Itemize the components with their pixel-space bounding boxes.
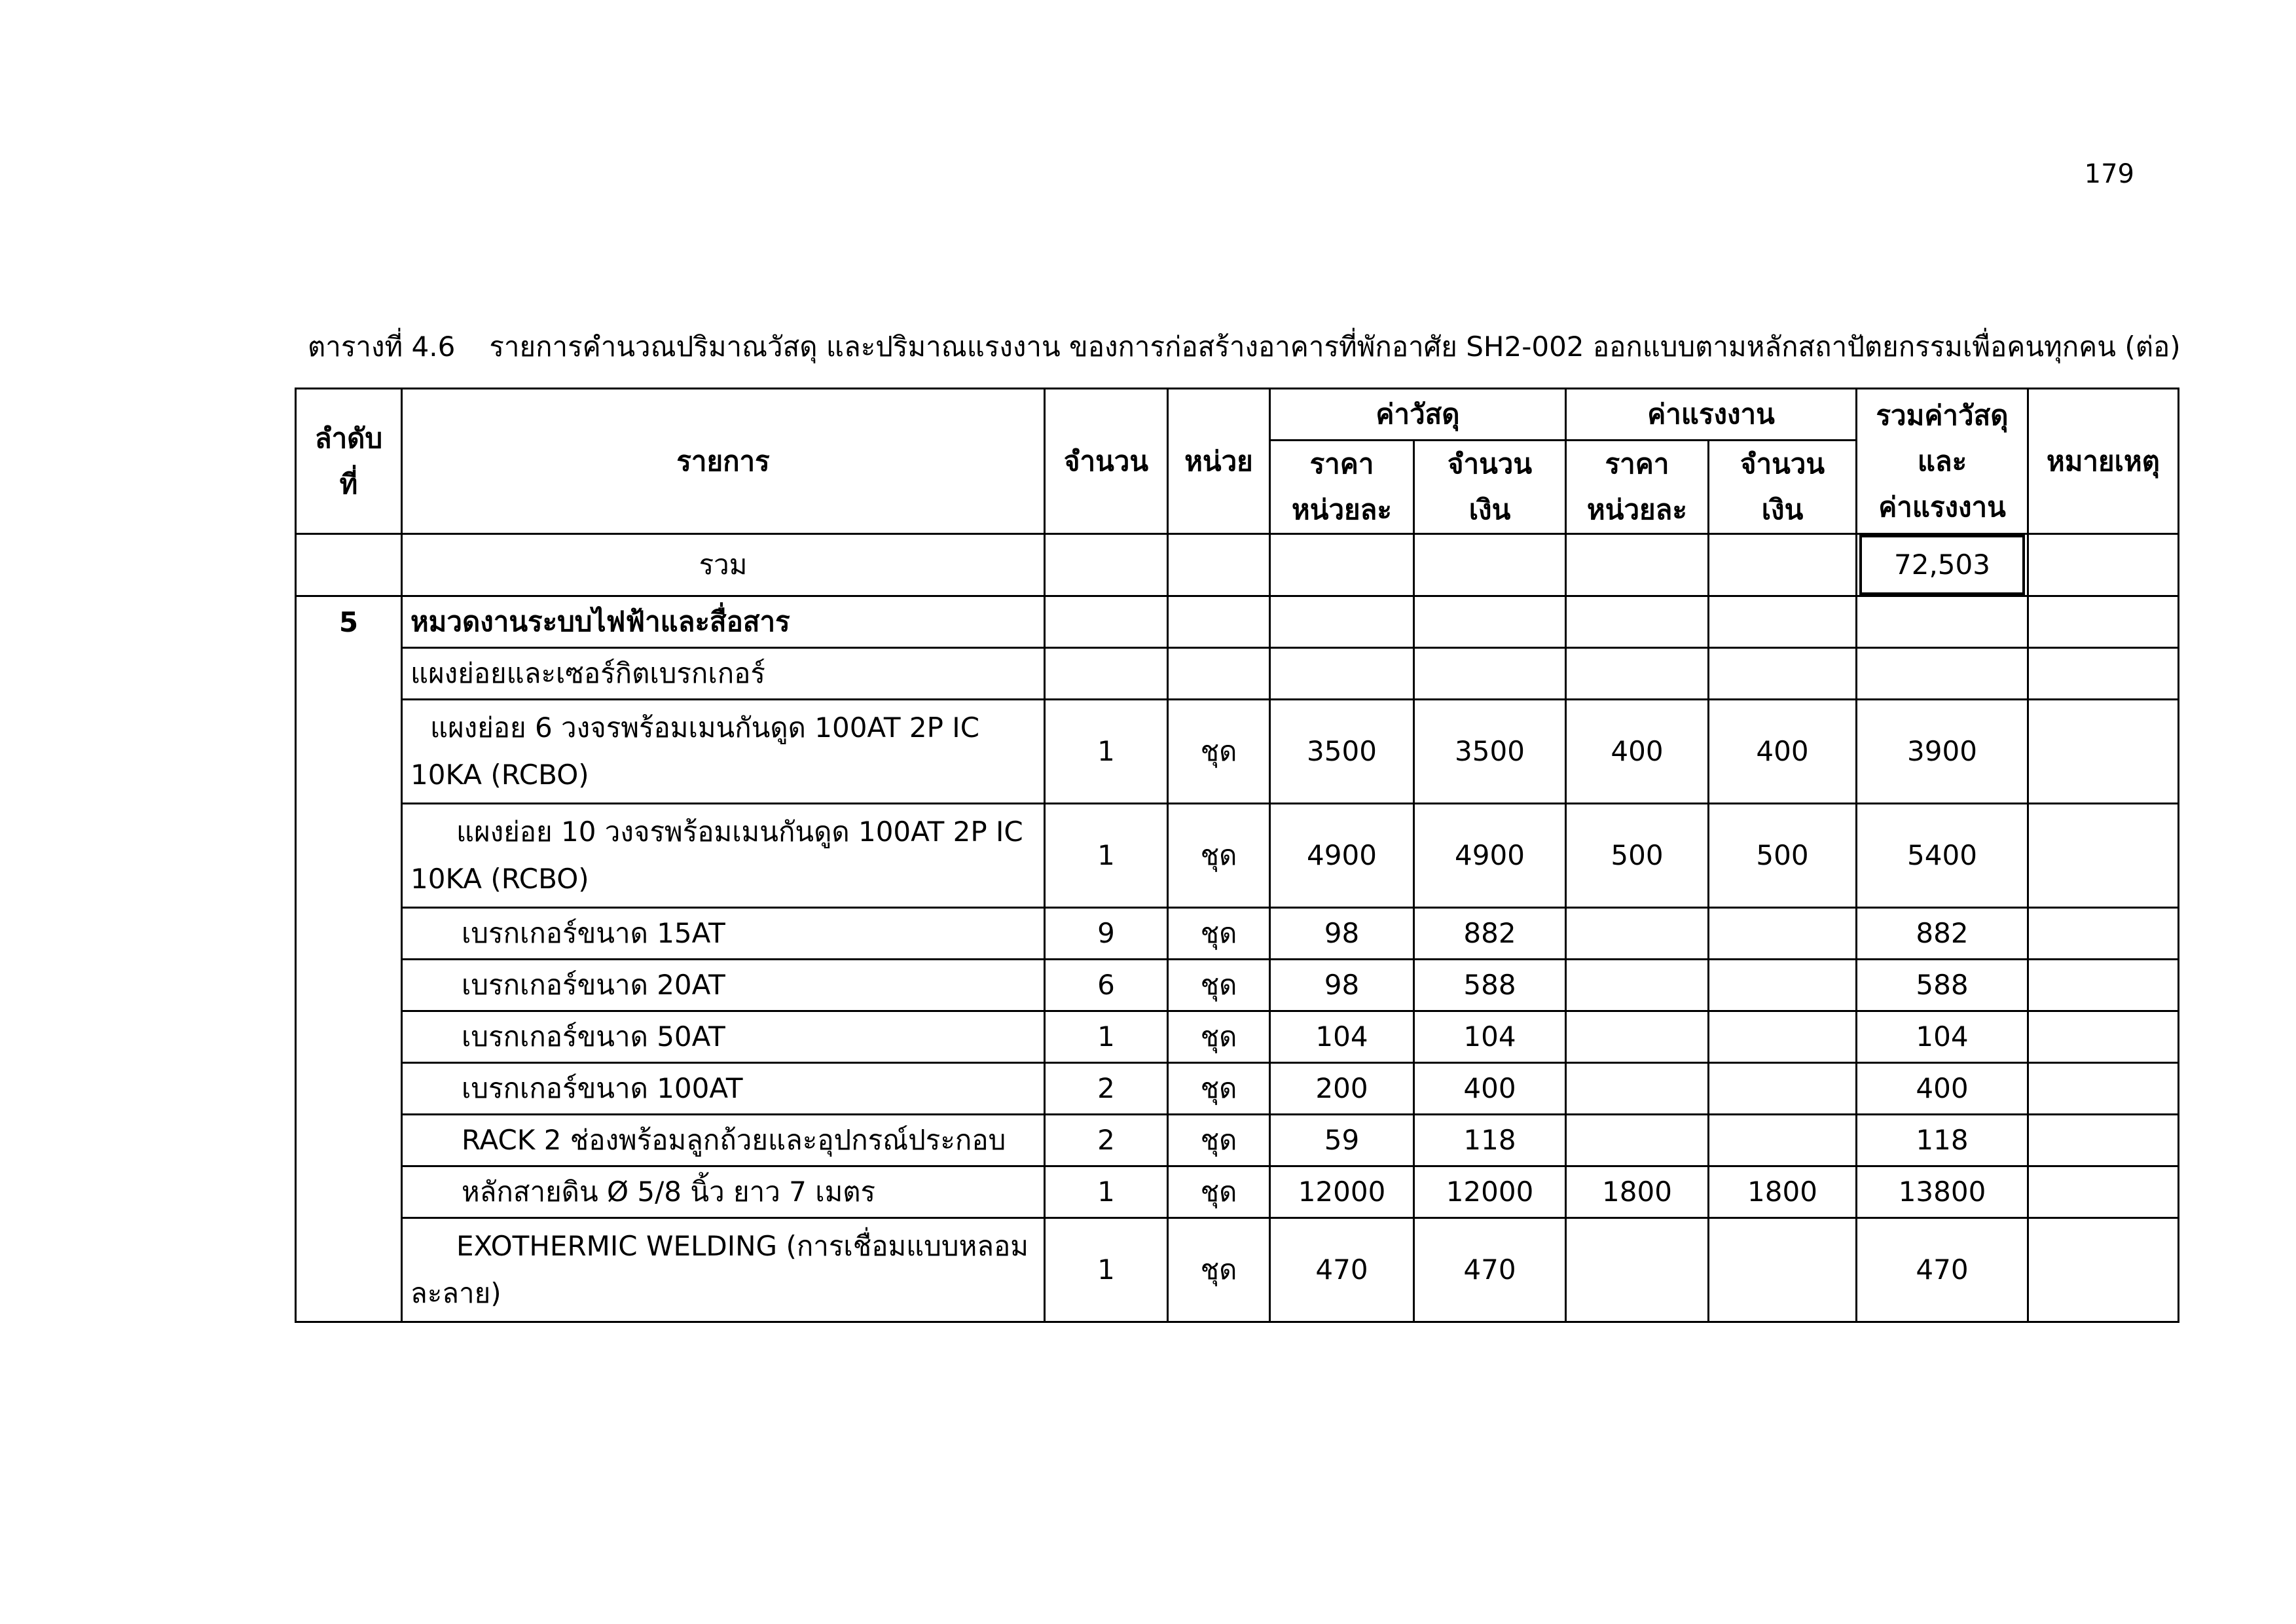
row-unit: ชุด bbox=[1168, 1218, 1270, 1322]
row-qty: 2 bbox=[1045, 1063, 1168, 1115]
row-lab-price: 1800 bbox=[1566, 1166, 1709, 1218]
header-remark: หมายเหตุ bbox=[2028, 389, 2179, 534]
summary-row bbox=[296, 534, 2179, 596]
header-seq-line2: ที่ bbox=[339, 467, 358, 500]
row-mat-amount: 400 bbox=[1414, 1063, 1566, 1115]
table-row bbox=[296, 700, 2179, 804]
summary-unit bbox=[1168, 534, 1270, 596]
row-seq bbox=[296, 700, 402, 804]
header-material-unit-price-line2: หน่วยละ bbox=[1292, 494, 1392, 526]
row-total: 3900 bbox=[1857, 700, 2028, 804]
header-material-unit-price-line1: ราคา bbox=[1309, 448, 1374, 480]
row-remark bbox=[2028, 908, 2179, 960]
row-qty: 1 bbox=[1045, 1011, 1168, 1063]
table-row bbox=[296, 1063, 2179, 1115]
row-unit: ชุด bbox=[1168, 1115, 1270, 1166]
header-labor-unit-price-line2: หน่วยละ bbox=[1587, 494, 1687, 526]
row-unit: ชุด bbox=[1168, 804, 1270, 908]
row-seq bbox=[296, 1166, 402, 1218]
header-labor-amount-line1: จำนวน bbox=[1740, 448, 1825, 480]
row-item-line2: 10KA (RCBO) bbox=[410, 759, 589, 791]
summary-total: 72,503 bbox=[1859, 535, 2025, 595]
row-mat-amount: 104 bbox=[1414, 1011, 1566, 1063]
row-lab-price bbox=[1566, 960, 1709, 1011]
row-remark bbox=[2028, 1115, 2179, 1166]
section-qty bbox=[1045, 596, 1168, 648]
row-mat-price: 12000 bbox=[1270, 1166, 1414, 1218]
subgroup-row bbox=[296, 648, 2179, 700]
section-total bbox=[1857, 596, 2028, 648]
page-number: 179 bbox=[2084, 159, 2134, 189]
row-item: เบรกเกอร์ขนาด 100AT bbox=[402, 1063, 1045, 1115]
header-material-amount bbox=[1414, 441, 1566, 534]
header-labor-amount bbox=[1709, 441, 1857, 534]
table-row bbox=[296, 1115, 2179, 1166]
row-seq bbox=[296, 1011, 402, 1063]
header-total-line1: รวมค่าวัสดุ bbox=[1876, 399, 2009, 431]
row-lab-amount bbox=[1709, 1063, 1857, 1115]
header-total bbox=[1857, 389, 2028, 534]
row-item-line1: แผงย่อย 10 วงจรพร้อมเมนกันดูด 100AT 2P IC bbox=[456, 816, 1023, 848]
table-caption bbox=[308, 325, 2206, 369]
header-qty: จำนวน bbox=[1045, 389, 1168, 534]
row-lab-amount bbox=[1709, 1218, 1857, 1322]
section-mat-price bbox=[1270, 596, 1414, 648]
row-remark bbox=[2028, 1166, 2179, 1218]
row-item-line1: EXOTHERMIC WELDING (การเชื่อมแบบหลอม bbox=[456, 1230, 1029, 1262]
row-lab-price: 500 bbox=[1566, 804, 1709, 908]
row-lab-price: 400 bbox=[1566, 700, 1709, 804]
row-qty: 1 bbox=[1045, 1218, 1168, 1322]
row-lab-amount: 1800 bbox=[1709, 1166, 1857, 1218]
row-mat-amount: 4900 bbox=[1414, 804, 1566, 908]
table-body bbox=[296, 534, 2179, 1322]
row-seq bbox=[296, 908, 402, 960]
table-row bbox=[296, 804, 2179, 908]
summary-seq bbox=[296, 534, 402, 596]
subgroup-seq bbox=[296, 648, 402, 700]
row-total: 470 bbox=[1857, 1218, 2028, 1322]
header-total-line2: และ bbox=[1917, 444, 1967, 477]
row-seq bbox=[296, 960, 402, 1011]
section-remark bbox=[2028, 596, 2179, 648]
row-total: 13800 bbox=[1857, 1166, 2028, 1218]
row-qty: 1 bbox=[1045, 1166, 1168, 1218]
row-seq bbox=[296, 1115, 402, 1166]
row-total: 400 bbox=[1857, 1063, 2028, 1115]
row-unit: ชุด bbox=[1168, 1063, 1270, 1115]
header-labor-unit-price bbox=[1566, 441, 1709, 534]
row-lab-price bbox=[1566, 1218, 1709, 1322]
subgroup-total bbox=[1857, 648, 2028, 700]
row-remark bbox=[2028, 1063, 2179, 1115]
row-mat-price: 59 bbox=[1270, 1115, 1414, 1166]
row-lab-amount bbox=[1709, 1011, 1857, 1063]
subgroup-lab-price bbox=[1566, 648, 1709, 700]
summary-total-cell bbox=[1857, 534, 2028, 596]
row-unit: ชุด bbox=[1168, 908, 1270, 960]
summary-mat-amount bbox=[1414, 534, 1566, 596]
header-material-unit-price bbox=[1270, 441, 1414, 534]
row-mat-price: 4900 bbox=[1270, 804, 1414, 908]
header-labor-amount-line2: เงิน bbox=[1761, 494, 1804, 526]
row-qty: 6 bbox=[1045, 960, 1168, 1011]
row-item: เบรกเกอร์ขนาด 20AT bbox=[402, 960, 1045, 1011]
section-mat-amount bbox=[1414, 596, 1566, 648]
row-qty: 2 bbox=[1045, 1115, 1168, 1166]
row-mat-amount: 882 bbox=[1414, 908, 1566, 960]
row-item bbox=[402, 804, 1045, 908]
header-material-group: ค่าวัสดุ bbox=[1270, 389, 1566, 441]
header-item: รายการ bbox=[402, 389, 1045, 534]
table-row bbox=[296, 1166, 2179, 1218]
header-labor-unit-price-line1: ราคา bbox=[1605, 448, 1669, 480]
row-remark bbox=[2028, 804, 2179, 908]
row-mat-price: 200 bbox=[1270, 1063, 1414, 1115]
row-item bbox=[402, 1218, 1045, 1322]
section-row bbox=[296, 596, 2179, 648]
row-qty: 1 bbox=[1045, 804, 1168, 908]
header-total-line3: ค่าแรงงาน bbox=[1878, 490, 2006, 523]
table-header bbox=[296, 389, 2179, 534]
row-lab-amount: 500 bbox=[1709, 804, 1857, 908]
row-remark bbox=[2028, 1011, 2179, 1063]
row-item bbox=[402, 700, 1045, 804]
row-remark bbox=[2028, 700, 2179, 804]
row-mat-amount: 470 bbox=[1414, 1218, 1566, 1322]
section-lab-price bbox=[1566, 596, 1709, 648]
row-seq bbox=[296, 1063, 402, 1115]
row-item: หลักสายดิน Ø 5/8 นิ้ว ยาว 7 เมตร bbox=[402, 1166, 1045, 1218]
row-total: 118 bbox=[1857, 1115, 2028, 1166]
row-mat-amount: 3500 bbox=[1414, 700, 1566, 804]
row-unit: ชุด bbox=[1168, 1166, 1270, 1218]
summary-mat-price bbox=[1270, 534, 1414, 596]
row-lab-amount bbox=[1709, 908, 1857, 960]
row-total: 5400 bbox=[1857, 804, 2028, 908]
row-total: 588 bbox=[1857, 960, 2028, 1011]
header-seq-line1: ลำดับ bbox=[314, 422, 383, 454]
row-mat-price: 98 bbox=[1270, 908, 1414, 960]
row-item: เบรกเกอร์ขนาด 50AT bbox=[402, 1011, 1045, 1063]
row-item-line2: ละลาย) bbox=[410, 1277, 501, 1309]
row-lab-price bbox=[1566, 1115, 1709, 1166]
header-row-1 bbox=[296, 389, 2179, 441]
subgroup-mat-amount bbox=[1414, 648, 1566, 700]
header-unit: หน่วย bbox=[1168, 389, 1270, 534]
caption-text: รายการคำนวณปริมาณวัสดุ และปริมาณแรงงาน ของการก่อสร้างอาคารที่พักอาศัย SH2-002 ออกแบบตามหลักสถาปัตยกรรมเพื่อคนทุกคน (ต่อ) bbox=[489, 331, 2181, 363]
summary-remark bbox=[2028, 534, 2179, 596]
table-row bbox=[296, 1218, 2179, 1322]
table-row bbox=[296, 1011, 2179, 1063]
header-seq bbox=[296, 389, 402, 534]
row-item-line1: แผงย่อย 6 วงจรพร้อมเมนกันดูด 100AT 2P IC bbox=[430, 712, 980, 744]
row-qty: 1 bbox=[1045, 700, 1168, 804]
row-remark bbox=[2028, 1218, 2179, 1322]
row-mat-price: 470 bbox=[1270, 1218, 1414, 1322]
row-seq bbox=[296, 1218, 402, 1322]
header-material-amount-line1: จำนวน bbox=[1447, 448, 1533, 480]
row-lab-price bbox=[1566, 908, 1709, 960]
section-number: 5 bbox=[296, 596, 402, 648]
subgroup-lab-amount bbox=[1709, 648, 1857, 700]
row-qty: 9 bbox=[1045, 908, 1168, 960]
section-unit bbox=[1168, 596, 1270, 648]
row-mat-amount: 118 bbox=[1414, 1115, 1566, 1166]
subgroup-title: แผงย่อยและเซอร์กิตเบรกเกอร์ bbox=[402, 648, 1045, 700]
row-lab-price bbox=[1566, 1011, 1709, 1063]
row-unit: ชุด bbox=[1168, 1011, 1270, 1063]
row-mat-price: 3500 bbox=[1270, 700, 1414, 804]
caption-label: ตารางที่ 4.6 bbox=[308, 331, 456, 363]
row-seq bbox=[296, 804, 402, 908]
subgroup-unit bbox=[1168, 648, 1270, 700]
row-total: 882 bbox=[1857, 908, 2028, 960]
row-item: เบรกเกอร์ขนาด 15AT bbox=[402, 908, 1045, 960]
summary-lab-amount bbox=[1709, 534, 1857, 596]
row-lab-price bbox=[1566, 1063, 1709, 1115]
row-item-line2: 10KA (RCBO) bbox=[410, 863, 589, 895]
row-mat-amount: 588 bbox=[1414, 960, 1566, 1011]
section-lab-amount bbox=[1709, 596, 1857, 648]
bill-of-quantities-table bbox=[295, 388, 2179, 1323]
row-remark bbox=[2028, 960, 2179, 1011]
row-lab-amount: 400 bbox=[1709, 700, 1857, 804]
row-item: RACK 2 ช่องพร้อมลูกถ้วยและอุปกรณ์ประกอบ bbox=[402, 1115, 1045, 1166]
summary-qty bbox=[1045, 534, 1168, 596]
row-unit: ชุด bbox=[1168, 700, 1270, 804]
row-lab-amount bbox=[1709, 1115, 1857, 1166]
summary-label: รวม bbox=[402, 534, 1045, 596]
row-mat-price: 104 bbox=[1270, 1011, 1414, 1063]
row-lab-amount bbox=[1709, 960, 1857, 1011]
row-mat-price: 98 bbox=[1270, 960, 1414, 1011]
table-row bbox=[296, 908, 2179, 960]
section-title: หมวดงานระบบไฟฟ้าและสื่อสาร bbox=[402, 596, 1045, 648]
row-total: 104 bbox=[1857, 1011, 2028, 1063]
table-row bbox=[296, 960, 2179, 1011]
header-labor-group: ค่าแรงงาน bbox=[1566, 389, 1857, 441]
header-material-amount-line2: เงิน bbox=[1468, 494, 1511, 526]
subgroup-remark bbox=[2028, 648, 2179, 700]
subgroup-qty bbox=[1045, 648, 1168, 700]
summary-lab-price bbox=[1566, 534, 1709, 596]
row-mat-amount: 12000 bbox=[1414, 1166, 1566, 1218]
subgroup-mat-price bbox=[1270, 648, 1414, 700]
row-unit: ชุด bbox=[1168, 960, 1270, 1011]
